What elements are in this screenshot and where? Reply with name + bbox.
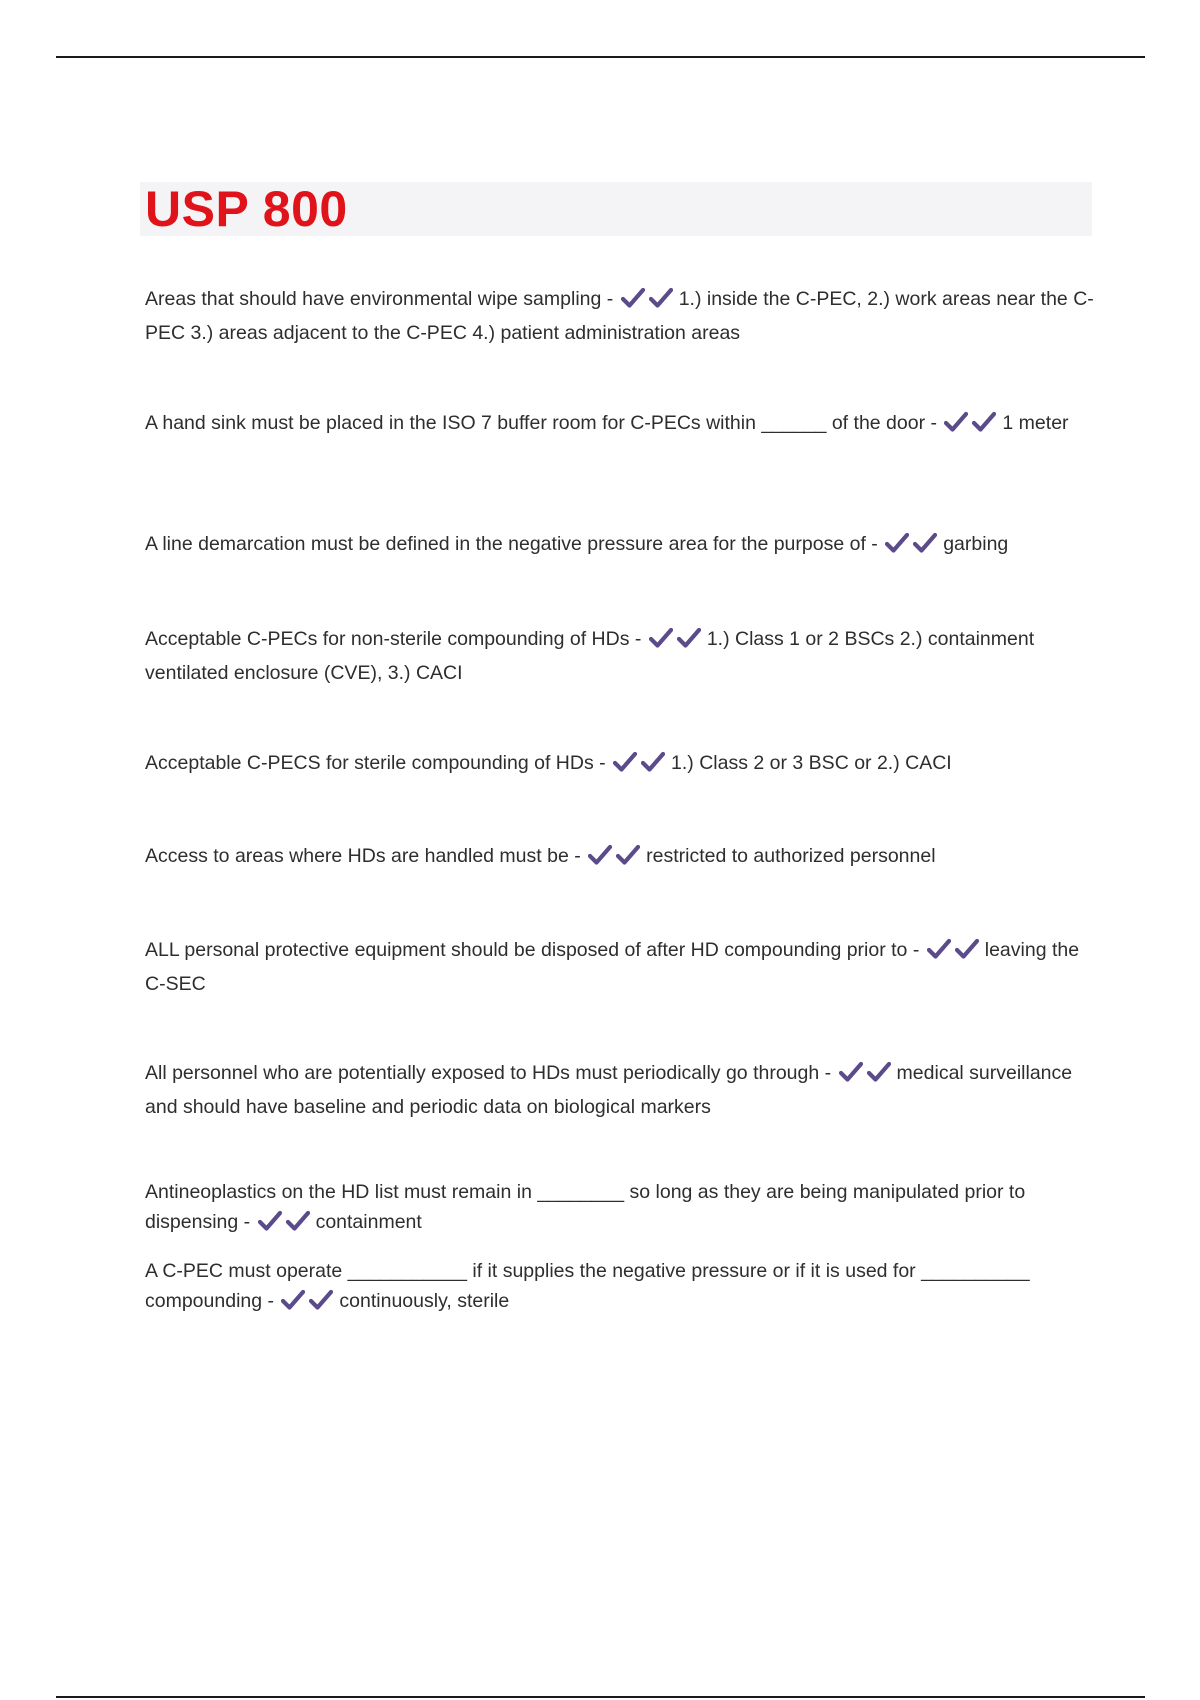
- card-question: A C-PEC must operate ___________ if it supplies the negative pressure or if it is used for __________ compounding -: [145, 1260, 1030, 1312]
- check-pair: [613, 751, 669, 782]
- check-icon: [927, 938, 951, 960]
- check-pair: [281, 1289, 337, 1320]
- check-icon: [885, 532, 909, 554]
- card-answer: medical surveillance and should have baseline and periodic data on biological markers: [145, 1062, 1073, 1118]
- card-answer: continuously, sterile: [339, 1290, 510, 1312]
- check-icon: [588, 844, 612, 866]
- card-question: Areas that should have environmental wipe sampling -: [145, 288, 614, 310]
- card-question: A hand sink must be placed in the ISO 7 buffer room for C-PECs within ______ of the door -: [145, 412, 937, 434]
- check-icon: [641, 751, 665, 773]
- check-icon: [867, 1061, 891, 1083]
- card-question: ALL personal protective equipment should be disposed of after HD compounding prior to -: [145, 939, 920, 961]
- card-question: Access to areas where HDs are handled must be -: [145, 845, 581, 867]
- check-icon: [944, 411, 968, 433]
- page-top-rule: [56, 56, 1145, 58]
- page-bottom-rule: [56, 1696, 1145, 1698]
- check-pair: [927, 938, 983, 969]
- flashcard: [145, 1256, 1095, 1320]
- flashcard: [145, 841, 1095, 875]
- card-answer: garbing: [943, 533, 1009, 555]
- check-pair: [649, 627, 705, 658]
- check-pair: [839, 1061, 895, 1092]
- check-icon: [955, 938, 979, 960]
- check-pair: [588, 844, 644, 875]
- check-icon: [972, 411, 996, 433]
- card-question: Acceptable C-PECs for non-sterile compounding of HDs -: [145, 628, 642, 650]
- card-answer: containment: [315, 1211, 422, 1233]
- card-question: Acceptable C-PECS for sterile compounding of HDs -: [145, 752, 606, 774]
- check-icon: [839, 1061, 863, 1083]
- card-answer: 1.) inside the C-PEC, 2.) work areas near the C-PEC 3.) areas adjacent to the C-PEC 4.) patient administration areas: [145, 288, 1094, 344]
- check-pair: [258, 1210, 314, 1241]
- check-icon: [613, 751, 637, 773]
- check-icon: [649, 287, 673, 309]
- check-icon: [677, 627, 701, 649]
- check-icon: [913, 532, 937, 554]
- flashcard: [145, 529, 1095, 563]
- check-icon: [258, 1210, 282, 1232]
- flashcard: [145, 1177, 1095, 1241]
- flashcard: [145, 935, 1095, 999]
- check-pair: [885, 532, 941, 563]
- card-answer: leaving the C-SEC: [145, 939, 1080, 995]
- flashcard: [145, 748, 1095, 782]
- card-question: A line demarcation must be defined in the negative pressure area for the purpose of -: [145, 533, 878, 555]
- flashcard: [145, 624, 1095, 688]
- flashcard: [145, 1058, 1095, 1122]
- check-icon: [309, 1289, 333, 1311]
- document-title: USP 800: [145, 181, 348, 237]
- check-icon: [616, 844, 640, 866]
- flashcard: [145, 284, 1095, 348]
- card-answer: 1.) Class 2 or 3 BSC or 2.) CACI: [671, 752, 952, 774]
- card-answer: restricted to authorized personnel: [646, 845, 936, 867]
- check-icon: [286, 1210, 310, 1232]
- check-icon: [621, 287, 645, 309]
- check-icon: [281, 1289, 305, 1311]
- flashcard: [145, 408, 1095, 442]
- card-question: All personnel who are potentially exposed to HDs must periodically go through -: [145, 1062, 832, 1084]
- card-answer: 1 meter: [1002, 412, 1069, 434]
- card-question: Antineoplastics on the HD list must remain in ________ so long as they are being manipulated prior to dispensing -: [145, 1181, 1026, 1233]
- check-pair: [944, 411, 1000, 442]
- card-answer: 1.) Class 1 or 2 BSCs 2.) containment ventilated enclosure (CVE), 3.) CACI: [145, 628, 1035, 684]
- check-icon: [649, 627, 673, 649]
- check-pair: [621, 287, 677, 318]
